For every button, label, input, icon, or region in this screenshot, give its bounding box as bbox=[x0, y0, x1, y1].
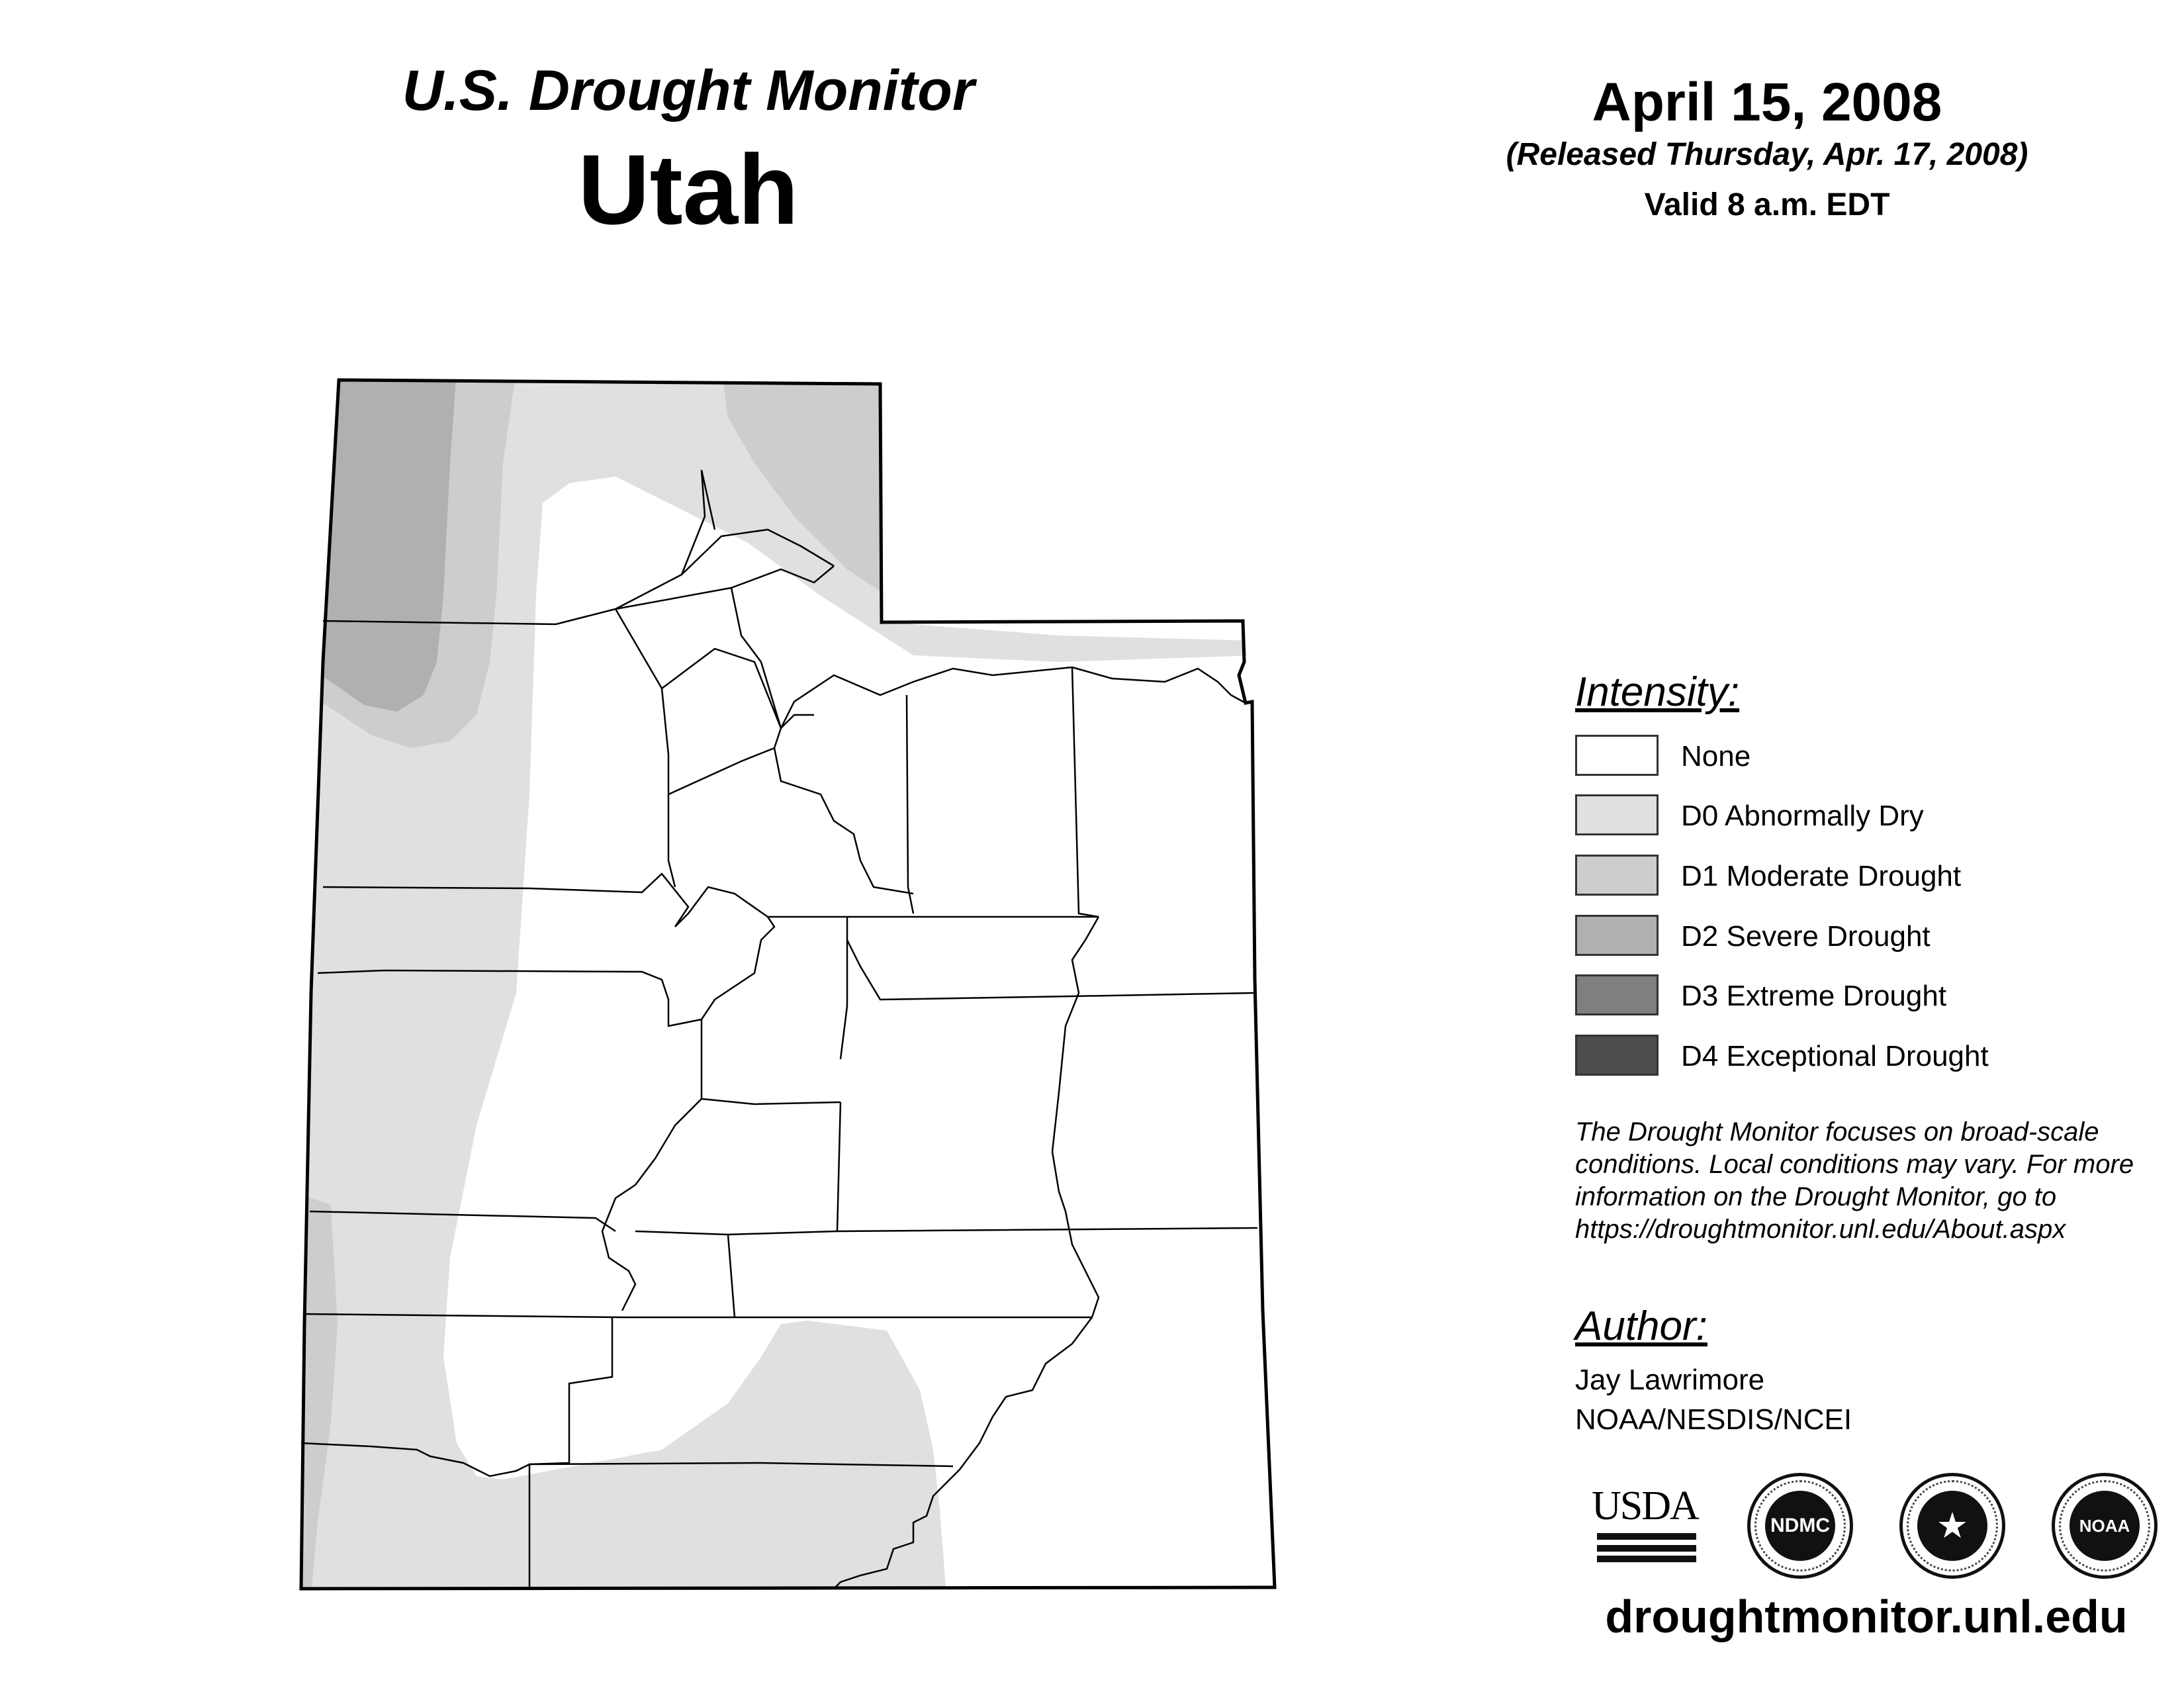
legend-heading: Intensity: bbox=[1575, 669, 1740, 715]
legend-label: None bbox=[1681, 740, 1751, 773]
legend-swatch-d2 bbox=[1575, 915, 1659, 956]
website-url: droughtmonitor.unl.edu bbox=[1605, 1591, 2128, 1642]
department-of-commerce-seal-icon bbox=[1899, 1473, 2005, 1579]
ndmc-logo-text: NDMC bbox=[1765, 1491, 1835, 1561]
legend-item-d1 bbox=[1575, 855, 2158, 901]
legend-label: D0 Abnormally Dry bbox=[1681, 800, 1924, 832]
map-date: April 15, 2008 bbox=[1592, 72, 1942, 132]
legend-swatch-none bbox=[1575, 735, 1659, 776]
usda-logo-bar bbox=[1597, 1545, 1696, 1552]
legend-item-d0 bbox=[1575, 794, 2158, 841]
legend-label: D2 Severe Drought bbox=[1681, 920, 1931, 953]
noaa-logo bbox=[2052, 1473, 2158, 1579]
release-date: (Released Thursday, Apr. 17, 2008) bbox=[1506, 137, 2028, 172]
ndmc-logo bbox=[1747, 1473, 1853, 1579]
legend-swatch-d1 bbox=[1575, 855, 1659, 896]
legend-item-d3 bbox=[1575, 974, 2158, 1021]
region-name: Utah bbox=[578, 134, 799, 245]
disclaimer-note: The Drought Monitor focuses on broad-scale conditions. Local conditions may vary. For more information on the Drought Monitor, go to https://droughtmonitor.unl.edu/About.aspx bbox=[1575, 1117, 2134, 1244]
legend-swatch-d4 bbox=[1575, 1035, 1659, 1076]
author-heading: Author: bbox=[1575, 1303, 1707, 1349]
noaa-logo-text: NOAA bbox=[2070, 1491, 2140, 1561]
author-organization: NOAA/NESDIS/NCEI bbox=[1575, 1403, 1852, 1436]
legend-item-d4 bbox=[1575, 1035, 2158, 1081]
author-name: Jay Lawrimore bbox=[1575, 1364, 1765, 1396]
d2-severe-drought-area bbox=[291, 371, 457, 712]
legend-item-d2 bbox=[1575, 915, 2158, 961]
usda-logo-text: USDA bbox=[1592, 1483, 1698, 1528]
commerce-seal-emblem: ★ bbox=[1917, 1491, 1987, 1561]
legend-label: D4 Exceptional Drought bbox=[1681, 1040, 1989, 1072]
usda-logo-bar bbox=[1597, 1533, 1696, 1540]
legend-swatch-d3 bbox=[1575, 974, 1659, 1015]
legend-label: D1 Moderate Drought bbox=[1681, 860, 1962, 892]
map-title: U.S. Drought Monitor bbox=[402, 59, 975, 122]
legend-item-none bbox=[1575, 735, 2158, 781]
legend-label: D3 Extreme Drought bbox=[1681, 980, 1947, 1012]
usda-logo bbox=[1592, 1483, 1698, 1562]
usda-logo-bar bbox=[1597, 1556, 1696, 1562]
valid-time: Valid 8 a.m. EDT bbox=[1644, 187, 1890, 222]
legend-swatch-d0 bbox=[1575, 794, 1659, 835]
